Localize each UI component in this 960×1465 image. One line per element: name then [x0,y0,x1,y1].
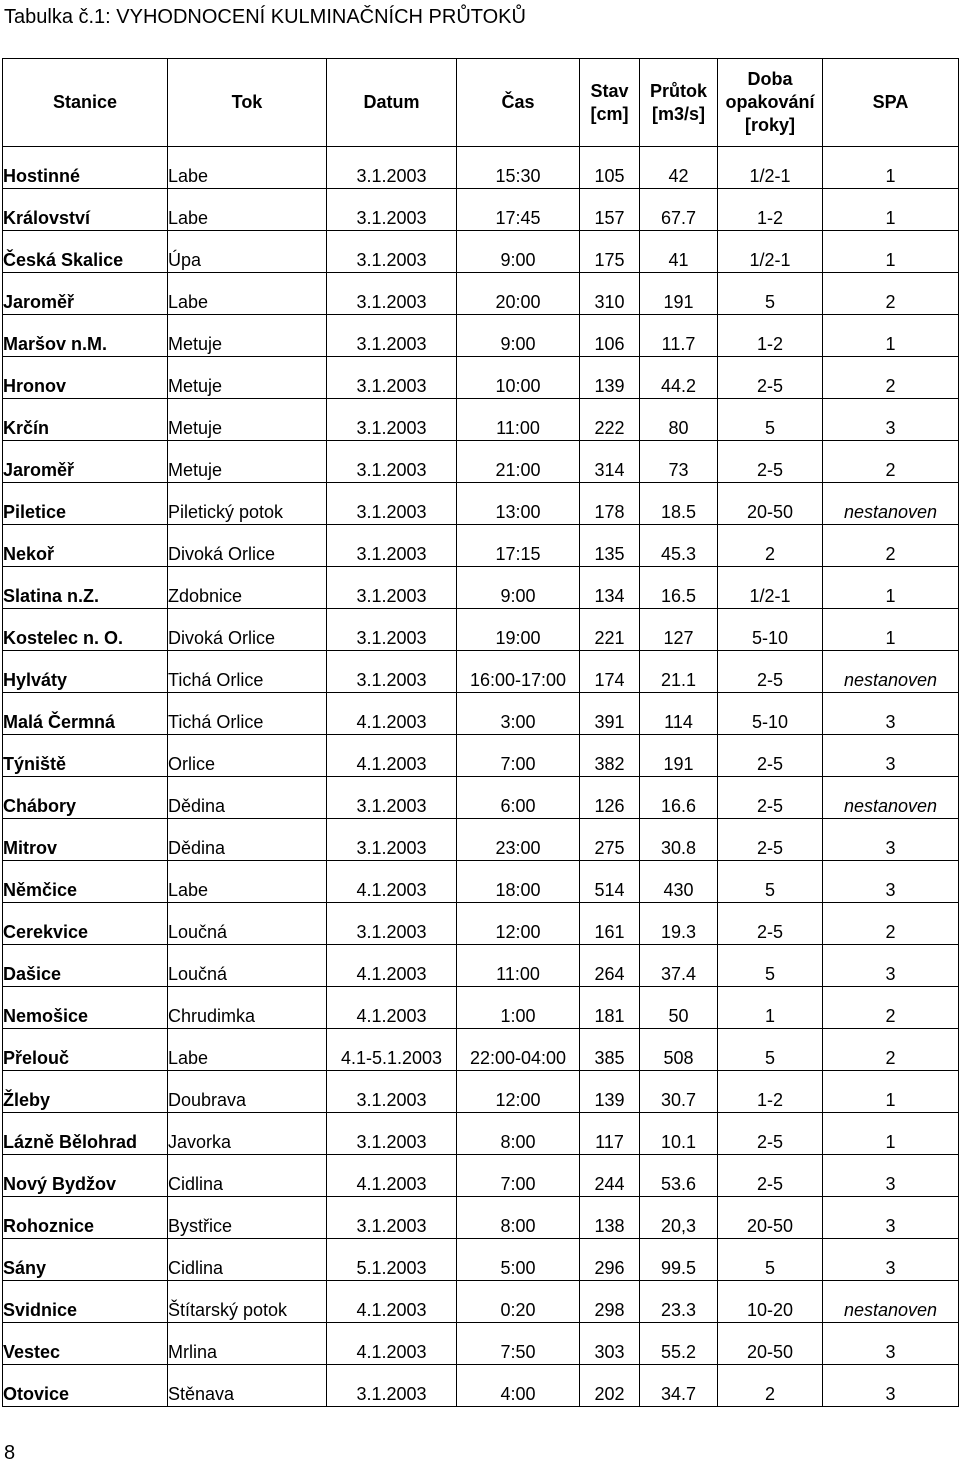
cell-stav: 135 [580,525,640,567]
cell-doba-opakovani: 2-5 [718,357,823,399]
cell-stav: 382 [580,735,640,777]
cell-stav: 105 [580,147,640,189]
cell-prutok: 30.8 [640,819,718,861]
cell-doba-opakovani: 5 [718,1239,823,1281]
cell-spa: 1 [823,1113,959,1155]
cell-cas: 12:00 [457,1071,580,1113]
cell-cas: 21:00 [457,441,580,483]
table-row [3,735,959,777]
header-doba-opakovani [718,59,823,147]
cell-spa: 3 [823,945,959,987]
cell-tok: Metuje [168,399,327,441]
cell-stanice: Rohoznice [3,1197,168,1239]
header-line: [cm] [590,103,629,124]
cell-cas: 5:00 [457,1239,580,1281]
cell-stanice: Hronov [3,357,168,399]
cell-doba-opakovani: 2-5 [718,819,823,861]
cell-stanice: Krčín [3,399,168,441]
cell-spa: nestanoven [823,651,959,693]
cell-tok: Divoká Orlice [168,609,327,651]
cell-spa: 3 [823,861,959,903]
cell-doba-opakovani: 2-5 [718,651,823,693]
cell-stav: 117 [580,1113,640,1155]
cell-cas: 7:00 [457,735,580,777]
cell-stanice: Týniště [3,735,168,777]
cell-prutok: 16.5 [640,567,718,609]
cell-prutok: 42 [640,147,718,189]
cell-datum: 4.1.2003 [327,987,457,1029]
cell-spa: nestanoven [823,777,959,819]
cell-prutok: 18.5 [640,483,718,525]
cell-prutok: 99.5 [640,1239,718,1281]
cell-datum: 4.1.2003 [327,693,457,735]
cell-stav: 157 [580,189,640,231]
header-line: Průtok [649,80,707,101]
cell-stav: 221 [580,609,640,651]
cell-doba-opakovani: 2-5 [718,1113,823,1155]
header-line: Stanice [52,92,118,112]
cell-stanice: Hostinné [3,147,168,189]
cell-tok: Labe [168,189,327,231]
cell-prutok: 73 [640,441,718,483]
cell-spa: 3 [823,1323,959,1365]
cell-tok: Divoká Orlice [168,525,327,567]
cell-cas: 3:00 [457,693,580,735]
cell-doba-opakovani: 1/2-1 [718,147,823,189]
cell-cas: 1:00 [457,987,580,1029]
cell-doba-opakovani: 2-5 [718,777,823,819]
cell-stanice: Jaroměř [3,441,168,483]
table-row [3,987,959,1029]
header-line: Doba [747,69,793,89]
cell-stanice: Nemošice [3,987,168,1029]
cell-tok: Tichá Orlice [168,651,327,693]
cell-cas: 17:45 [457,189,580,231]
cell-tok: Labe [168,147,327,189]
cell-tok: Loučná [168,903,327,945]
cell-spa: 1 [823,315,959,357]
cell-datum: 4.1.2003 [327,1155,457,1197]
cell-tok: Metuje [168,357,327,399]
cell-tok: Stěnava [168,1365,327,1407]
cell-stav: 106 [580,315,640,357]
cell-cas: 12:00 [457,903,580,945]
cell-stanice: Mitrov [3,819,168,861]
table-row [3,777,959,819]
cell-datum: 4.1.2003 [327,861,457,903]
cell-stanice: Vestec [3,1323,168,1365]
cell-prutok: 55.2 [640,1323,718,1365]
cell-datum: 3.1.2003 [327,357,457,399]
cell-spa: 1 [823,567,959,609]
cell-prutok: 21.1 [640,651,718,693]
cell-datum: 3.1.2003 [327,147,457,189]
table-row [3,609,959,651]
cell-stanice: Malá Čermná [3,693,168,735]
cell-cas: 8:00 [457,1113,580,1155]
cell-tok: Labe [168,273,327,315]
cell-prutok: 50 [640,987,718,1029]
cell-tok: Labe [168,1029,327,1071]
cell-tok: Javorka [168,1113,327,1155]
cell-datum: 3.1.2003 [327,315,457,357]
table-row [3,945,959,987]
cell-tok: Bystřice [168,1197,327,1239]
cell-tok: Dědina [168,777,327,819]
cell-cas: 9:00 [457,231,580,273]
cell-cas: 0:20 [457,1281,580,1323]
cell-doba-opakovani: 20-50 [718,1197,823,1239]
cell-datum: 3.1.2003 [327,903,457,945]
cell-spa: 3 [823,1365,959,1407]
table-row [3,273,959,315]
cell-datum: 3.1.2003 [327,609,457,651]
cell-datum: 3.1.2003 [327,483,457,525]
table-row [3,1323,959,1365]
cell-stav: 314 [580,441,640,483]
cell-datum: 3.1.2003 [327,399,457,441]
cell-stav: 175 [580,231,640,273]
cell-prutok: 67.7 [640,189,718,231]
cell-stanice: Žleby [3,1071,168,1113]
header-line: SPA [872,92,909,112]
table-row [3,357,959,399]
table-row [3,231,959,273]
cell-prutok: 10.1 [640,1113,718,1155]
cell-cas: 11:00 [457,399,580,441]
cell-tok: Cidlina [168,1155,327,1197]
cell-prutok: 53.6 [640,1155,718,1197]
cell-tok: Orlice [168,735,327,777]
cell-doba-opakovani: 2 [718,525,823,567]
table-row [3,1239,959,1281]
cell-spa: 3 [823,693,959,735]
cell-stav: 275 [580,819,640,861]
cell-doba-opakovani: 2-5 [718,903,823,945]
cell-stav: 298 [580,1281,640,1323]
header-line: Stav [590,80,629,101]
cell-spa: 1 [823,189,959,231]
cell-doba-opakovani: 10-20 [718,1281,823,1323]
cell-datum: 3.1.2003 [327,651,457,693]
cell-tok: Doubrava [168,1071,327,1113]
cell-doba-opakovani: 1-2 [718,1071,823,1113]
cell-cas: 22:00-04:00 [457,1029,580,1071]
cell-datum: 5.1.2003 [327,1239,457,1281]
cell-tok: Metuje [168,315,327,357]
cell-doba-opakovani: 20-50 [718,483,823,525]
cell-stav: 303 [580,1323,640,1365]
cell-stav: 222 [580,399,640,441]
cell-stanice: Slatina n.Z. [3,567,168,609]
cell-stav: 178 [580,483,640,525]
cell-stav: 181 [580,987,640,1029]
cell-datum: 3.1.2003 [327,1113,457,1155]
cell-spa: nestanoven [823,483,959,525]
cell-stanice: Cerekvice [3,903,168,945]
cell-doba-opakovani: 5 [718,1029,823,1071]
table-row [3,441,959,483]
cell-stav: 385 [580,1029,640,1071]
cell-doba-opakovani: 1-2 [718,315,823,357]
cell-doba-opakovani: 1-2 [718,189,823,231]
cell-prutok: 191 [640,735,718,777]
cell-datum: 4.1.2003 [327,945,457,987]
cell-stanice: Jaroměř [3,273,168,315]
cell-stav: 134 [580,567,640,609]
culmination-flows-table [2,58,959,1407]
cell-datum: 3.1.2003 [327,1365,457,1407]
cell-tok: Tichá Orlice [168,693,327,735]
cell-cas: 16:00-17:00 [457,651,580,693]
header-line: Čas [501,92,535,112]
header-stav [580,59,640,147]
cell-stanice: Kostelec n. O. [3,609,168,651]
cell-datum: 3.1.2003 [327,525,457,567]
cell-tok: Štítarský potok [168,1281,327,1323]
cell-spa: 3 [823,819,959,861]
cell-stanice: Svidnice [3,1281,168,1323]
header-tok [168,59,327,147]
cell-doba-opakovani: 20-50 [718,1323,823,1365]
table-row [3,483,959,525]
table-row [3,903,959,945]
cell-tok: Metuje [168,441,327,483]
cell-cas: 6:00 [457,777,580,819]
cell-doba-opakovani: 2-5 [718,735,823,777]
cell-datum: 3.1.2003 [327,189,457,231]
cell-datum: 4.1-5.1.2003 [327,1029,457,1071]
cell-cas: 7:00 [457,1155,580,1197]
cell-spa: 2 [823,903,959,945]
cell-prutok: 16.6 [640,777,718,819]
cell-cas: 10:00 [457,357,580,399]
cell-stav: 310 [580,273,640,315]
table-row [3,1113,959,1155]
table-row [3,399,959,441]
cell-stav: 138 [580,1197,640,1239]
cell-stanice: Sány [3,1239,168,1281]
cell-tok: Mrlina [168,1323,327,1365]
page-number: 8 [4,1442,16,1464]
cell-spa: nestanoven [823,1281,959,1323]
cell-tok: Cidlina [168,1239,327,1281]
cell-cas: 13:00 [457,483,580,525]
table-body [3,147,959,1407]
cell-tok: Úpa [168,231,327,273]
cell-tok: Dědina [168,819,327,861]
cell-datum: 3.1.2003 [327,273,457,315]
table-row [3,1029,959,1071]
table-row [3,1365,959,1407]
cell-stanice: Hylváty [3,651,168,693]
table-row [3,1155,959,1197]
cell-doba-opakovani: 1/2-1 [718,567,823,609]
cell-doba-opakovani: 2-5 [718,1155,823,1197]
cell-datum: 4.1.2003 [327,735,457,777]
cell-prutok: 191 [640,273,718,315]
cell-spa: 3 [823,1197,959,1239]
cell-prutok: 114 [640,693,718,735]
cell-prutok: 41 [640,231,718,273]
cell-prutok: 23.3 [640,1281,718,1323]
cell-doba-opakovani: 1/2-1 [718,231,823,273]
cell-tok: Chrudimka [168,987,327,1029]
cell-spa: 2 [823,525,959,567]
cell-prutok: 37.4 [640,945,718,987]
table-row [3,1197,959,1239]
table-row [3,189,959,231]
cell-cas: 11:00 [457,945,580,987]
cell-spa: 3 [823,735,959,777]
table-row [3,147,959,189]
cell-datum: 4.1.2003 [327,1281,457,1323]
cell-prutok: 19.3 [640,903,718,945]
header-spa [823,59,959,147]
cell-stanice: Lázně Bělohrad [3,1113,168,1155]
header-cas [457,59,580,147]
cell-stav: 514 [580,861,640,903]
header-line: [roky] [744,115,795,135]
table-row [3,861,959,903]
cell-spa: 2 [823,357,959,399]
cell-stav: 126 [580,777,640,819]
table-title: Tabulka č.1: VYHODNOCENÍ KULMINAČNÍCH PRŮTOKŮ [4,6,526,28]
cell-cas: 19:00 [457,609,580,651]
cell-doba-opakovani: 5 [718,273,823,315]
cell-prutok: 430 [640,861,718,903]
cell-stanice: Nový Bydžov [3,1155,168,1197]
cell-stanice: Království [3,189,168,231]
cell-cas: 8:00 [457,1197,580,1239]
cell-spa: 1 [823,147,959,189]
cell-datum: 3.1.2003 [327,1071,457,1113]
cell-stav: 161 [580,903,640,945]
cell-stanice: Maršov n.M. [3,315,168,357]
table-row [3,1071,959,1113]
cell-datum: 3.1.2003 [327,777,457,819]
cell-stav: 139 [580,1071,640,1113]
cell-datum: 3.1.2003 [327,567,457,609]
cell-spa: 2 [823,441,959,483]
table-row [3,1281,959,1323]
cell-spa: 1 [823,609,959,651]
table-header-row [3,59,959,147]
cell-stav: 174 [580,651,640,693]
cell-tok: Zdobnice [168,567,327,609]
table-row [3,567,959,609]
cell-cas: 17:15 [457,525,580,567]
cell-tok: Piletický potok [168,483,327,525]
cell-cas: 9:00 [457,315,580,357]
cell-stanice: Piletice [3,483,168,525]
cell-doba-opakovani: 2-5 [718,441,823,483]
cell-stav: 202 [580,1365,640,1407]
cell-cas: 4:00 [457,1365,580,1407]
cell-stanice: Přelouč [3,1029,168,1071]
cell-spa: 2 [823,273,959,315]
cell-tok: Labe [168,861,327,903]
cell-stanice: Otovice [3,1365,168,1407]
cell-datum: 3.1.2003 [327,1197,457,1239]
cell-doba-opakovani: 1 [718,987,823,1029]
cell-datum: 3.1.2003 [327,441,457,483]
cell-spa: 2 [823,987,959,1029]
cell-stanice: Dašice [3,945,168,987]
header-line: [m3/s] [651,103,705,124]
cell-cas: 7:50 [457,1323,580,1365]
cell-spa: 1 [823,231,959,273]
cell-prutok: 44.2 [640,357,718,399]
cell-spa: 3 [823,399,959,441]
cell-prutok: 45.3 [640,525,718,567]
table-row [3,819,959,861]
table-row [3,525,959,567]
cell-datum: 3.1.2003 [327,819,457,861]
cell-doba-opakovani: 5-10 [718,609,823,651]
table-row [3,693,959,735]
cell-spa: 3 [823,1239,959,1281]
cell-cas: 9:00 [457,567,580,609]
cell-prutok: 80 [640,399,718,441]
cell-spa: 3 [823,1155,959,1197]
cell-tok: Loučná [168,945,327,987]
cell-doba-opakovani: 5 [718,399,823,441]
header-datum [327,59,457,147]
cell-stanice: Česká Skalice [3,231,168,273]
cell-cas: 23:00 [457,819,580,861]
cell-stav: 264 [580,945,640,987]
cell-stanice: Chábory [3,777,168,819]
cell-prutok: 127 [640,609,718,651]
cell-doba-opakovani: 2 [718,1365,823,1407]
cell-cas: 18:00 [457,861,580,903]
cell-spa: 1 [823,1071,959,1113]
cell-stav: 296 [580,1239,640,1281]
cell-prutok: 20,3 [640,1197,718,1239]
cell-stanice: Němčice [3,861,168,903]
cell-cas: 20:00 [457,273,580,315]
cell-doba-opakovani: 5-10 [718,693,823,735]
table-row [3,315,959,357]
cell-doba-opakovani: 5 [718,861,823,903]
table-row [3,651,959,693]
cell-cas: 15:30 [457,147,580,189]
cell-prutok: 508 [640,1029,718,1071]
cell-prutok: 34.7 [640,1365,718,1407]
cell-stav: 244 [580,1155,640,1197]
cell-stanice: Nekoř [3,525,168,567]
header-stanice [3,59,168,147]
cell-stav: 139 [580,357,640,399]
cell-doba-opakovani: 5 [718,945,823,987]
header-prutok [640,59,718,147]
header-line: Tok [231,92,263,112]
cell-datum: 3.1.2003 [327,231,457,273]
cell-stav: 391 [580,693,640,735]
cell-datum: 4.1.2003 [327,1323,457,1365]
header-line: Datum [363,92,420,112]
header-line: opakování [725,92,815,112]
cell-spa: 2 [823,1029,959,1071]
cell-prutok: 11.7 [640,315,718,357]
cell-prutok: 30.7 [640,1071,718,1113]
